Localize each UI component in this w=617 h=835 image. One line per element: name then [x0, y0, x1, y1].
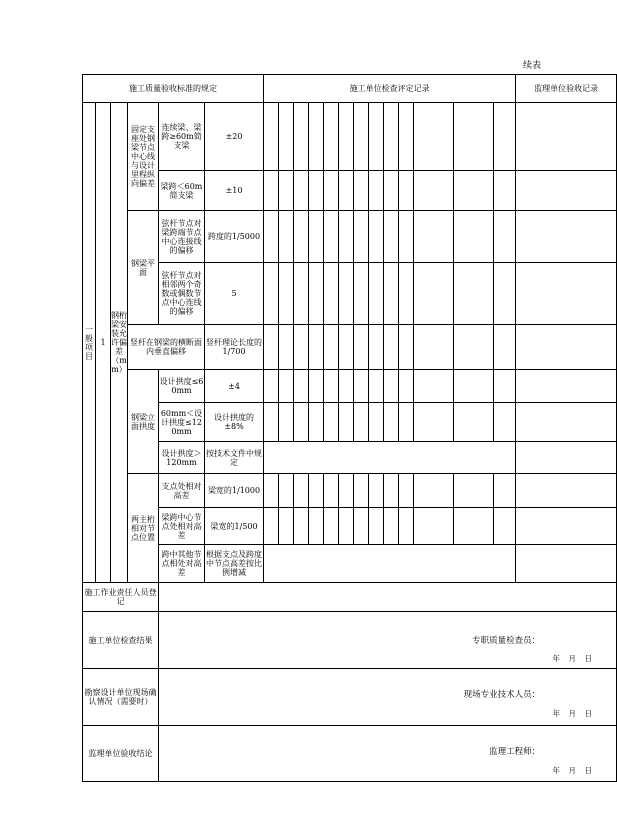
supervision-cell[interactable]	[516, 211, 617, 263]
record-cell[interactable]	[414, 370, 454, 403]
record-cell[interactable]	[354, 103, 369, 171]
condition-cell: 设计拱度≤60mm	[159, 370, 205, 403]
table-row	[83, 263, 617, 325]
record-cell[interactable]	[324, 474, 339, 508]
record-cell[interactable]	[264, 171, 279, 211]
record-cell[interactable]	[454, 403, 494, 442]
record-cell[interactable]	[414, 103, 454, 171]
record-cell[interactable]	[369, 263, 384, 325]
record-cell[interactable]	[494, 370, 516, 403]
record-cell[interactable]	[294, 508, 309, 545]
record-cell[interactable]	[369, 211, 384, 263]
record-cell[interactable]	[354, 325, 369, 370]
record-cell[interactable]	[384, 211, 399, 263]
record-cell[interactable]	[324, 103, 339, 171]
design-confirm-value[interactable]	[159, 669, 617, 726]
supervision-cell[interactable]	[516, 325, 617, 370]
requirement-cell: ±4	[205, 370, 264, 403]
record-cell[interactable]	[279, 508, 294, 545]
responsible-row	[83, 583, 617, 612]
requirement-cell: 竖杆理论长度的1/700	[205, 325, 264, 370]
record-cell[interactable]	[354, 171, 369, 211]
record-cell[interactable]	[354, 263, 369, 325]
sign-date: 年 月 日	[552, 709, 592, 718]
supervision-cell[interactable]	[516, 508, 617, 545]
group-camber: 钢梁立面拱度	[128, 370, 159, 474]
record-cell[interactable]	[324, 508, 339, 545]
design-confirm-label: 勘察设计单位现场确认情况（需要时）	[83, 669, 159, 726]
header-standard: 施工质量验收标准的规定	[83, 75, 264, 103]
record-cell[interactable]	[294, 103, 309, 171]
record-cell[interactable]	[369, 508, 384, 545]
supervision-conclusion-row	[83, 726, 617, 782]
group-vertical-member: 竖杆在钢梁的横断面内垂直偏移	[128, 325, 205, 370]
condition-cell: 60mm＜设计拱度≤120mm	[159, 403, 205, 442]
requirement-cell: ±10	[205, 171, 264, 211]
table-row	[83, 103, 617, 171]
record-cell[interactable]	[494, 403, 516, 442]
record-cell[interactable]	[294, 403, 309, 442]
responsible-value[interactable]	[159, 583, 617, 612]
record-cell[interactable]	[324, 403, 339, 442]
record-cell[interactable]	[294, 263, 309, 325]
record-cell[interactable]	[384, 263, 399, 325]
record-cell[interactable]	[309, 103, 324, 171]
record-cell[interactable]	[369, 171, 384, 211]
record-cell[interactable]	[309, 508, 324, 545]
record-cell[interactable]	[369, 103, 384, 171]
header-row	[83, 75, 617, 103]
record-cell[interactable]	[399, 171, 414, 211]
requirement-cell: 梁宽的1/500	[205, 508, 264, 545]
record-cell[interactable]	[264, 325, 279, 370]
supervision-cell[interactable]	[516, 171, 617, 211]
condition-cell: 弦杆节点对梁跨端节点中心连接线的偏移	[159, 211, 205, 263]
record-cell[interactable]	[384, 103, 399, 171]
record-cell[interactable]	[354, 370, 369, 403]
record-cell[interactable]	[279, 325, 294, 370]
table-row	[83, 370, 617, 403]
record-cell[interactable]	[399, 370, 414, 403]
record-cell[interactable]	[339, 474, 354, 508]
record-cell[interactable]	[369, 370, 384, 403]
requirement-cell: 梁宽的1/1000	[205, 474, 264, 508]
supervision-cell[interactable]	[516, 474, 617, 508]
record-cell[interactable]	[339, 508, 354, 545]
record-cell[interactable]	[414, 474, 454, 508]
record-cell[interactable]	[324, 263, 339, 325]
record-cell[interactable]	[454, 211, 494, 263]
record-cell[interactable]	[454, 171, 494, 211]
record-cell[interactable]	[339, 325, 354, 370]
record-cell[interactable]	[309, 171, 324, 211]
requirement-cell: 跨度的1/5000	[205, 211, 264, 263]
item-no-cell: 1	[96, 103, 111, 583]
condition-cell: 设计拱度＞120mm	[159, 442, 205, 474]
record-cell[interactable]	[309, 325, 324, 370]
record-cell[interactable]	[279, 211, 294, 263]
record-cell[interactable]	[414, 508, 454, 545]
record-cell[interactable]	[309, 263, 324, 325]
record-cell[interactable]	[399, 103, 414, 171]
record-cell[interactable]	[279, 103, 294, 171]
record-cell[interactable]	[494, 171, 516, 211]
table-row	[83, 171, 617, 211]
record-cell[interactable]	[279, 370, 294, 403]
record-cell[interactable]	[264, 370, 279, 403]
record-cell[interactable]	[384, 325, 399, 370]
condition-cell: 梁跨中心节点处相对高差	[159, 508, 205, 545]
construction-result-value[interactable]	[159, 612, 617, 669]
table-row	[83, 403, 617, 442]
table-row	[83, 325, 617, 370]
record-cell[interactable]	[494, 211, 516, 263]
record-cell[interactable]	[279, 171, 294, 211]
requirement-cell: 按技术文件中规定	[205, 442, 264, 474]
table-row	[83, 211, 617, 263]
record-cell[interactable]	[414, 211, 454, 263]
record-cell[interactable]	[279, 403, 294, 442]
quality-inspector-label: 专职质量检查员：	[472, 636, 541, 646]
record-cell[interactable]	[279, 263, 294, 325]
record-cell[interactable]	[324, 325, 339, 370]
record-cell[interactable]	[454, 370, 494, 403]
supervision-cell[interactable]	[516, 442, 617, 474]
record-cell[interactable]	[264, 403, 279, 442]
record-cell[interactable]	[339, 370, 354, 403]
record-cell[interactable]	[414, 263, 454, 325]
supervision-engineer-label: 监理工程师：	[489, 747, 541, 757]
record-merged-cell[interactable]	[264, 545, 516, 583]
record-cell[interactable]	[294, 171, 309, 211]
record-cell[interactable]	[454, 325, 494, 370]
record-cell[interactable]	[354, 474, 369, 508]
record-merged-cell[interactable]	[264, 442, 516, 474]
table-row	[83, 442, 617, 474]
record-cell[interactable]	[384, 474, 399, 508]
table-row	[83, 508, 617, 545]
supervision-cell[interactable]	[516, 263, 617, 325]
record-cell[interactable]	[369, 325, 384, 370]
record-cell[interactable]	[414, 325, 454, 370]
requirement-cell: 5	[205, 263, 264, 325]
responsible-label: 施工作业责任人员登记	[83, 583, 159, 612]
requirement-cell: ±20	[205, 103, 264, 171]
table-row	[83, 474, 617, 508]
record-cell[interactable]	[399, 403, 414, 442]
header-construction-record: 施工单位检查评定记录	[264, 75, 516, 103]
record-cell[interactable]	[354, 508, 369, 545]
supervision-conclusion-value[interactable]	[159, 726, 617, 782]
record-cell[interactable]	[309, 370, 324, 403]
requirement-cell: 设计拱度的±8%	[205, 403, 264, 442]
record-cell[interactable]	[494, 103, 516, 171]
record-cell[interactable]	[264, 508, 279, 545]
supervision-cell[interactable]	[516, 403, 617, 442]
record-cell[interactable]	[399, 211, 414, 263]
record-cell[interactable]	[384, 403, 399, 442]
supervision-cell[interactable]	[516, 545, 617, 583]
record-cell[interactable]	[454, 103, 494, 171]
record-cell[interactable]	[399, 263, 414, 325]
record-cell[interactable]	[264, 263, 279, 325]
record-cell[interactable]	[414, 403, 454, 442]
record-cell[interactable]	[494, 474, 516, 508]
record-cell[interactable]	[354, 403, 369, 442]
record-cell[interactable]	[369, 403, 384, 442]
condition-cell: 跨中其他节点相处对高差	[159, 545, 205, 583]
record-cell[interactable]	[399, 474, 414, 508]
record-cell[interactable]	[294, 211, 309, 263]
record-cell[interactable]	[264, 103, 279, 171]
record-cell[interactable]	[454, 508, 494, 545]
requirement-cell: 根据支点及跨度中节点高差按比例增减	[205, 545, 264, 583]
record-cell[interactable]	[324, 171, 339, 211]
condition-cell: 梁跨＜60m简支梁	[159, 171, 205, 211]
record-cell[interactable]	[369, 474, 384, 508]
continued-label: 续表	[523, 61, 542, 71]
supervision-conclusion-label: 监理单位验收结论	[83, 726, 159, 782]
group-support-center: 固定支座处钢梁节点中心线与设计里程纵向偏差	[128, 103, 159, 211]
supervision-cell[interactable]	[516, 370, 617, 403]
record-cell[interactable]	[354, 211, 369, 263]
sign-date: 年 月 日	[552, 654, 592, 663]
record-cell[interactable]	[384, 171, 399, 211]
construction-result-label: 施工单位检查结果	[83, 612, 159, 669]
record-cell[interactable]	[279, 474, 294, 508]
supervision-cell[interactable]	[516, 103, 617, 171]
record-cell[interactable]	[339, 103, 354, 171]
condition-cell: 连续梁、梁跨≥60m简支梁	[159, 103, 205, 171]
category-cell: 一般项目	[83, 103, 96, 583]
record-cell[interactable]	[309, 474, 324, 508]
record-cell[interactable]	[339, 171, 354, 211]
record-cell[interactable]	[324, 370, 339, 403]
table-row	[83, 545, 617, 583]
record-cell[interactable]	[309, 211, 324, 263]
record-cell[interactable]	[294, 325, 309, 370]
condition-cell: 支点处相对高差	[159, 474, 205, 508]
record-cell[interactable]	[454, 263, 494, 325]
record-cell[interactable]	[339, 403, 354, 442]
record-cell[interactable]	[454, 474, 494, 508]
group-height-diff: 两主桁相对节点位置	[128, 474, 159, 583]
construction-result-row	[83, 612, 617, 669]
record-cell[interactable]	[309, 403, 324, 442]
group-plan: 钢梁平面	[128, 211, 159, 325]
record-cell[interactable]	[294, 474, 309, 508]
record-cell[interactable]	[399, 325, 414, 370]
header-supervision-record: 监理单位验收记录	[516, 75, 617, 103]
record-cell[interactable]	[399, 508, 414, 545]
design-confirm-row	[83, 669, 617, 726]
record-cell[interactable]	[339, 211, 354, 263]
record-cell[interactable]	[494, 508, 516, 545]
record-cell[interactable]	[384, 508, 399, 545]
record-cell[interactable]	[339, 263, 354, 325]
record-cell[interactable]	[384, 370, 399, 403]
condition-cell: 弦杆节点对相邻两个奇数或偶数节点中心连线的偏移	[159, 263, 205, 325]
sign-date: 年 月 日	[552, 766, 592, 775]
technician-label: 现场专业技术人员：	[463, 690, 541, 700]
record-cell[interactable]	[494, 325, 516, 370]
record-cell[interactable]	[324, 211, 339, 263]
record-cell[interactable]	[264, 211, 279, 263]
record-cell[interactable]	[414, 171, 454, 211]
item-name-cell: 钢桁梁安装允许偏差（mm）	[111, 103, 128, 583]
record-cell[interactable]	[294, 370, 309, 403]
record-cell[interactable]	[494, 263, 516, 325]
inspection-table	[82, 74, 617, 782]
record-cell[interactable]	[264, 474, 279, 508]
